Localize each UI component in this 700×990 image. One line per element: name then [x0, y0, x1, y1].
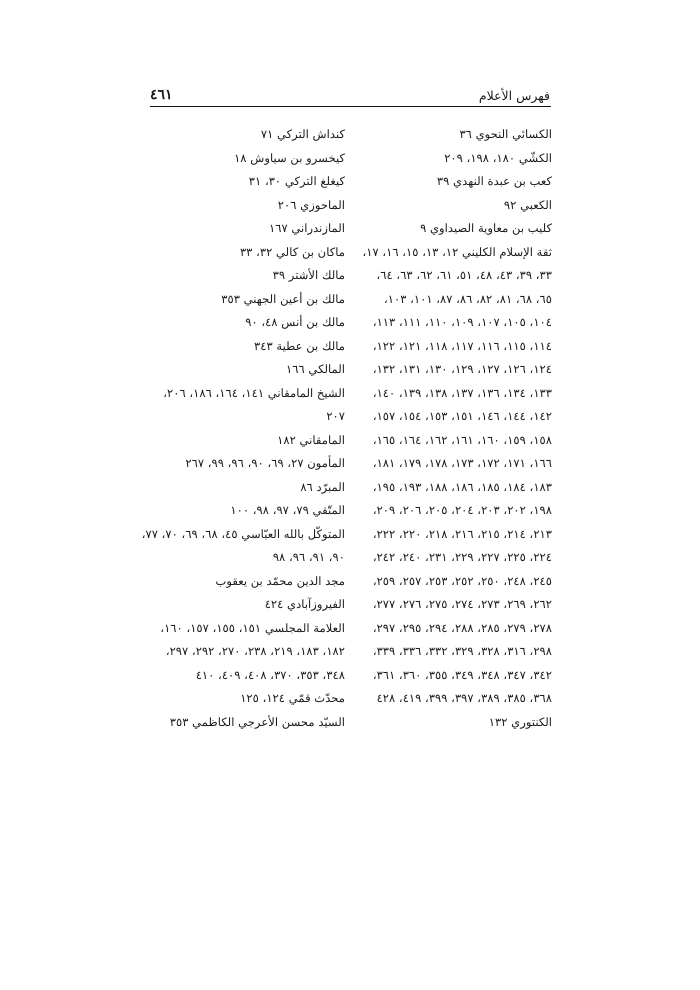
- index-entry-continuation: ٣٤٢، ٣٤٧، ٣٤٨، ٣٤٩، ٣٥٥، ٣٦٠، ٣٦١،: [372, 667, 552, 682]
- index-entry-continuation: ١٩٨، ٢٠٢، ٢٠٣، ٢٠٤، ٢٠٥، ٢٠٦، ٢٠٩،: [372, 503, 552, 517]
- index-entry: كنداش التركي ٧١: [260, 127, 345, 141]
- index-entry: محدّث قمّي ١٢٤، ١٢٥: [240, 691, 345, 705]
- index-entry: المتوكّل بالله العبّاسي ٤٥، ٦٨، ٦٩، ٧٠، ٧٧،: [141, 526, 345, 541]
- index-entry-continuation: ٣٦٨، ٣٨٥، ٣٨٩، ٣٩٧، ٣٩٩، ٤١٩، ٤٢٨: [376, 691, 552, 705]
- index-entry: المتّقي ٧٩، ٩٧، ٩٨، ١٠٠: [230, 503, 345, 517]
- page-number: ٤٦١: [150, 87, 173, 103]
- index-entry: ثقة الإسلام الكليني ١٢، ١٣، ١٥، ١٦، ١٧،: [362, 244, 552, 259]
- index-entry: كعب بن عبدة النهدي ٣٩: [436, 174, 552, 188]
- index-entry: السيّد محسن الأعرجي الكاظمي ٣٥٣: [169, 714, 345, 729]
- index-entry-continuation: ٢٩٨، ٣١٦، ٣٢٨، ٣٢٩، ٣٣٢، ٣٣٦، ٣٣٩،: [372, 644, 552, 658]
- index-entry: مالك بن عطية ٣٤٣: [254, 338, 345, 353]
- index-entry: المالكي ١٦٦: [286, 362, 345, 376]
- index-entry: كليب بن معاوية الصيداوي ٩: [420, 221, 552, 235]
- index-entry-continuation: ٢٦٢، ٢٦٩، ٢٧٣، ٢٧٤، ٢٧٥، ٢٧٦، ٢٧٧،: [372, 597, 552, 611]
- index-entry-continuation: ٣٣، ٣٩، ٤٣، ٤٨، ٥١، ٦١، ٦٢، ٦٣، ٦٤،: [376, 268, 552, 282]
- index-entry-continuation: ٢١٣، ٢١٤، ٢١٥، ٢١٦، ٢١٨، ٢٢٠، ٢٢٢،: [372, 526, 552, 541]
- index-entry: ماكان بن كالي ٣٢، ٣٣: [239, 244, 345, 259]
- index-entry-continuation: ١٨٢، ١٨٣، ٢١٩، ٢٣٨، ٢٧٠، ٢٩٢، ٢٩٧،: [165, 644, 345, 658]
- index-entry: مجد الدين محمّد بن يعقوب: [215, 573, 345, 588]
- index-entry-continuation: ١٥٨، ١٥٩، ١٦٠، ١٦١، ١٦٢، ١٦٤، ١٦٥،: [372, 432, 552, 447]
- index-entry-continuation: ٢٢٤، ٢٢٥، ٢٢٧، ٢٢٩، ٢٣١، ٢٤٠، ٢٤٢،: [372, 550, 552, 564]
- index-column-left: [141, 123, 345, 734]
- index-entry-continuation: ١٤٢، ١٤٤، ١٤٦، ١٥١، ١٥٣، ١٥٤، ١٥٧،: [372, 409, 552, 423]
- index-entry: الكعبي ٩٢: [503, 197, 552, 212]
- index-entry: مالك بن أعين الجهني ٣٥٣: [221, 291, 345, 306]
- index-entry: المأمون ٢٧، ٦٩، ٩٠، ٩٦، ٩٩، ٢٦٧: [185, 456, 345, 470]
- index-entry: مالك الأشتر ٣٩: [272, 268, 345, 282]
- index-entry-continuation: ١٦٦، ١٧١، ١٧٢، ١٧٣، ١٧٨، ١٧٩، ١٨١،: [372, 456, 552, 470]
- index-entry: مالك بن أنس ٤٨، ٩٠: [245, 315, 345, 329]
- index-entry-continuation: ٢٧٨، ٢٧٩، ٢٨٥، ٢٨٨، ٢٩٤، ٢٩٥، ٢٩٧،: [372, 620, 552, 635]
- index-entry: العلامة المجلسي ١٥١، ١٥٥، ١٥٧، ١٦٠،: [160, 620, 345, 635]
- index-entry: الماحوزي ٢٠٦: [277, 197, 345, 212]
- index-entry-continuation: ٣٤٨، ٣٥٣، ٣٧٠، ٤٠٨، ٤٠٩، ٤١٠: [195, 667, 345, 682]
- index-entry: الشيخ المامقاني ١٤١، ١٦٤، ١٨٦، ٢٠٦،: [163, 385, 345, 400]
- index-entry-continuation: ١٨٣، ١٨٤، ١٨٥، ١٨٦، ١٨٨، ١٩٣، ١٩٥،: [372, 479, 552, 494]
- index-entry: كيغلغ التركي ٣٠، ٣١: [248, 174, 345, 188]
- index-entry: كيخسرو بن سياوش ١٨: [234, 150, 345, 165]
- index-entry-continuation: ٩٠، ٩١، ٩٦، ٩٨: [272, 550, 345, 564]
- index-entry-continuation: ٢٤٥، ٢٤٨، ٢٥٠، ٢٥٢، ٢٥٣، ٢٥٧، ٢٥٩،: [372, 573, 552, 588]
- header-rule: [150, 106, 551, 107]
- index-entry-continuation: ١٣٣، ١٣٤، ١٣٦، ١٣٧، ١٣٨، ١٣٩، ١٤٠،: [372, 385, 552, 400]
- index-entry-continuation: ٦٥، ٦٨، ٨١، ٨٢، ٨٦، ٨٧، ١٠١، ١٠٣،: [384, 291, 552, 306]
- index-entry: المبرّد ٨٦: [300, 479, 345, 494]
- index-entry: المازندراني ١٦٧: [269, 221, 345, 235]
- page-header: [150, 88, 550, 108]
- index-entry-continuation: ١٠٤، ١٠٥، ١٠٧، ١٠٩، ١١٠، ١١١، ١١٣،: [372, 315, 552, 329]
- index-entry: الكشّي ١٨٠، ١٩٨، ٢٠٩: [444, 150, 552, 165]
- index-entry-continuation: ٢٠٧: [326, 409, 345, 423]
- index-entry: المامقاني ١٨٢: [277, 432, 345, 447]
- index-entry-continuation: الفيروزآبادي ٤٢٤: [264, 597, 345, 611]
- index-entry-continuation: ١٢٤، ١٢٦، ١٢٧، ١٢٩، ١٣٠، ١٣١، ١٣٢،: [372, 362, 552, 376]
- index-entry: الكسائي النحوي ٣٦: [459, 127, 552, 141]
- index-entry-continuation: ١١٤، ١١٥، ١١٦، ١١٧، ١١٨، ١٢١، ١٢٢،: [372, 338, 552, 353]
- index-column-right: [352, 123, 552, 734]
- index-entry: الكنتوري ١٣٢: [488, 714, 552, 729]
- running-title: فهرس الأعلام: [478, 88, 550, 103]
